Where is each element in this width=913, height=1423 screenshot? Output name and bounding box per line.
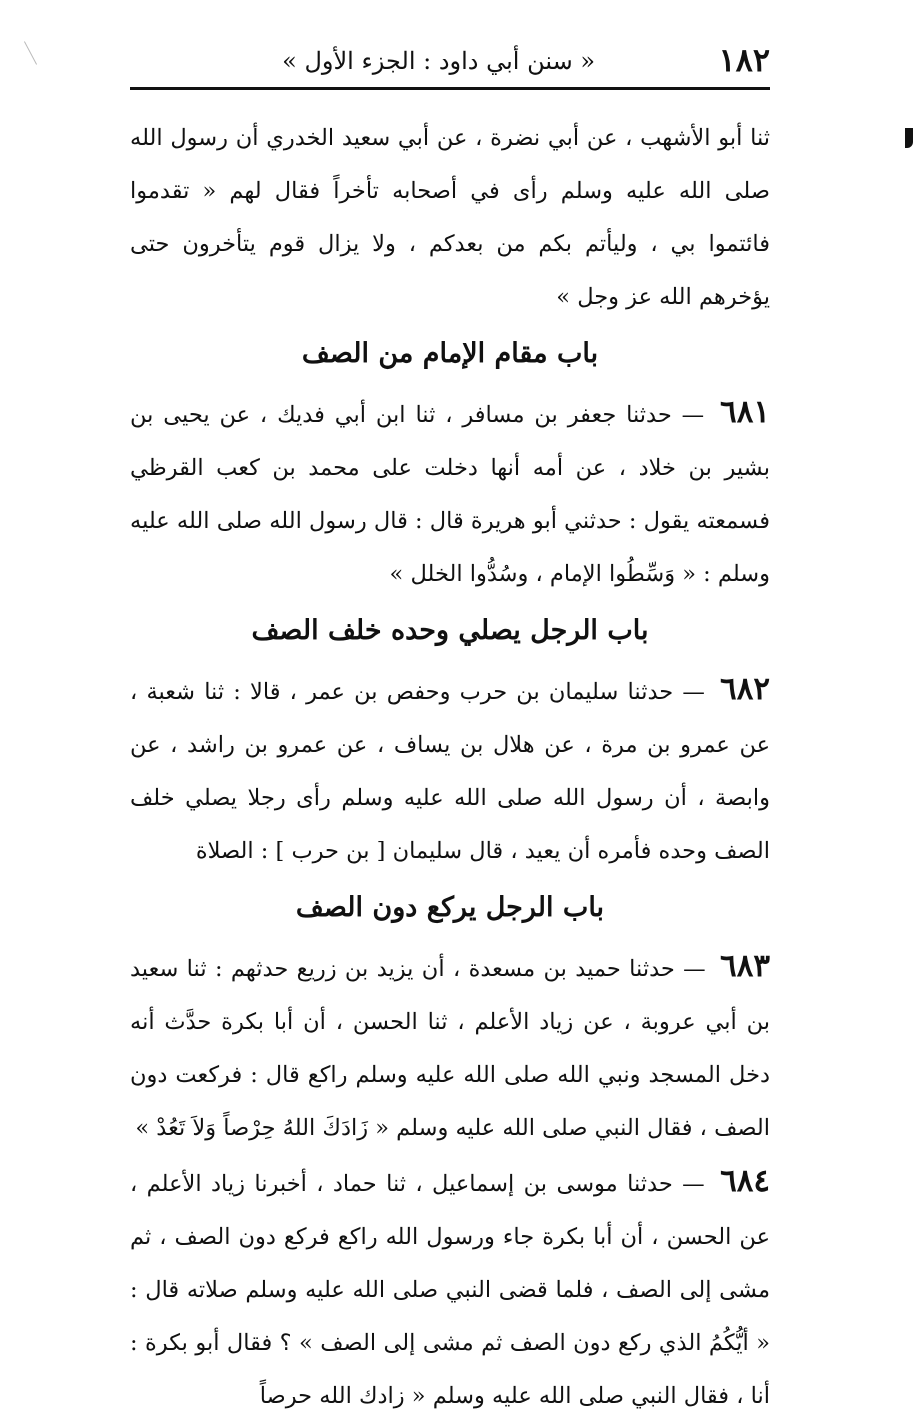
hadith-text: ثنا أبو الأشهب ، عن أبي نضرة ، عن أبي سعيد الخدري أن رسول الله صلى الله عليه وسلم رأى في أصحابه تأخراً فقال لهم « تقدموا فائتموا بي ، وليأتم بكم من بعدكم ، ولا يزال قوم يتأخرون حتى يؤخرهم الله عز وجل »	[130, 125, 770, 310]
hadith-continuation	[130, 112, 770, 324]
chapter-heading: باب الرجل يركع دون الصف	[295, 892, 605, 923]
hadith-text: — حدثنا موسى بن إسماعيل ، ثنا حماد ، أخبرنا زياد الأعلم ، عن الحسن ، أن أبا بكرة جاء ورسول الله راكع فركع دون الصف ، ثم مشى إلى الصف ، فلما قضى النبي صلى الله عليه وسلم صلاته قال : « أيُّكُمُ الذي ركع دون الصف ثم مشى إلى الصف » ؟ فقال أبو بكرة : أنا ، فقال النبي صلى الله عليه وسلم « زادك الله حرصاً	[130, 1171, 770, 1409]
margin-mark	[24, 41, 37, 64]
page-header	[130, 38, 770, 80]
hadith-681	[130, 386, 770, 601]
hadith-text: — حدثنا جعفر بن مسافر ، ثنا ابن أبي فديك ، عن يحيى بن بشير بن خلاد ، عن أمه أنها دخلت على محمد بن كعب القرظي فسمعته يقول : حدثني أبو هريرة قال : قال رسول الله صلى الله عليه وسلم : « وَسِّطُوا الإمام ، وسُدُّوا الخلل »	[130, 402, 770, 587]
page-body	[130, 112, 770, 1423]
running-title: « سنن أبي داود : الجزء الأول »	[282, 47, 595, 75]
hadith-number: ٦٨٢	[720, 671, 770, 707]
hadith-number: ٦٨٤	[720, 1163, 771, 1199]
hadith-number: ٦٨٣	[720, 948, 770, 984]
hadith-number: ٦٨١	[720, 394, 770, 430]
hadith-text: — حدثنا سليمان بن حرب وحفص بن عمر ، قالا : ثنا شعبة ، عن عمرو بن مرة ، عن هلال بن يساف ، عن عمرو بن راشد ، عن وابصة ، أن رسول الله صلى الله عليه وسلم رأى رجلا يصلي خلف الصف وحده فأمره أن يعيد ، قال سليمان [ بن حرب ] : الصلاة	[130, 679, 770, 864]
hadith-682	[130, 663, 770, 878]
margin-mark	[905, 128, 913, 148]
chapter-heading: باب مقام الإمام من الصف	[301, 338, 599, 369]
header-rule	[130, 87, 770, 90]
hadith-684	[130, 1155, 770, 1423]
hadith-683	[130, 940, 770, 1155]
chapter-heading: باب الرجل يصلي وحده خلف الصف	[251, 615, 649, 646]
hadith-text: — حدثنا حميد بن مسعدة ، أن يزيد بن زريع حدثهم : ثنا سعيد بن أبي عروبة ، عن زياد الأعلم ، ثنا الحسن ، أن أبا بكرة حدَّث أنه دخل المسجد ونبي الله صلى الله عليه وسلم راكع قال : فركعت دون الصف ، فقال النبي صلى الله عليه وسلم « زَادَكَ اللهُ حِرْصاً وَلاَ تَعُدْ »	[130, 956, 770, 1141]
page-number: ١٨٢	[718, 41, 770, 79]
